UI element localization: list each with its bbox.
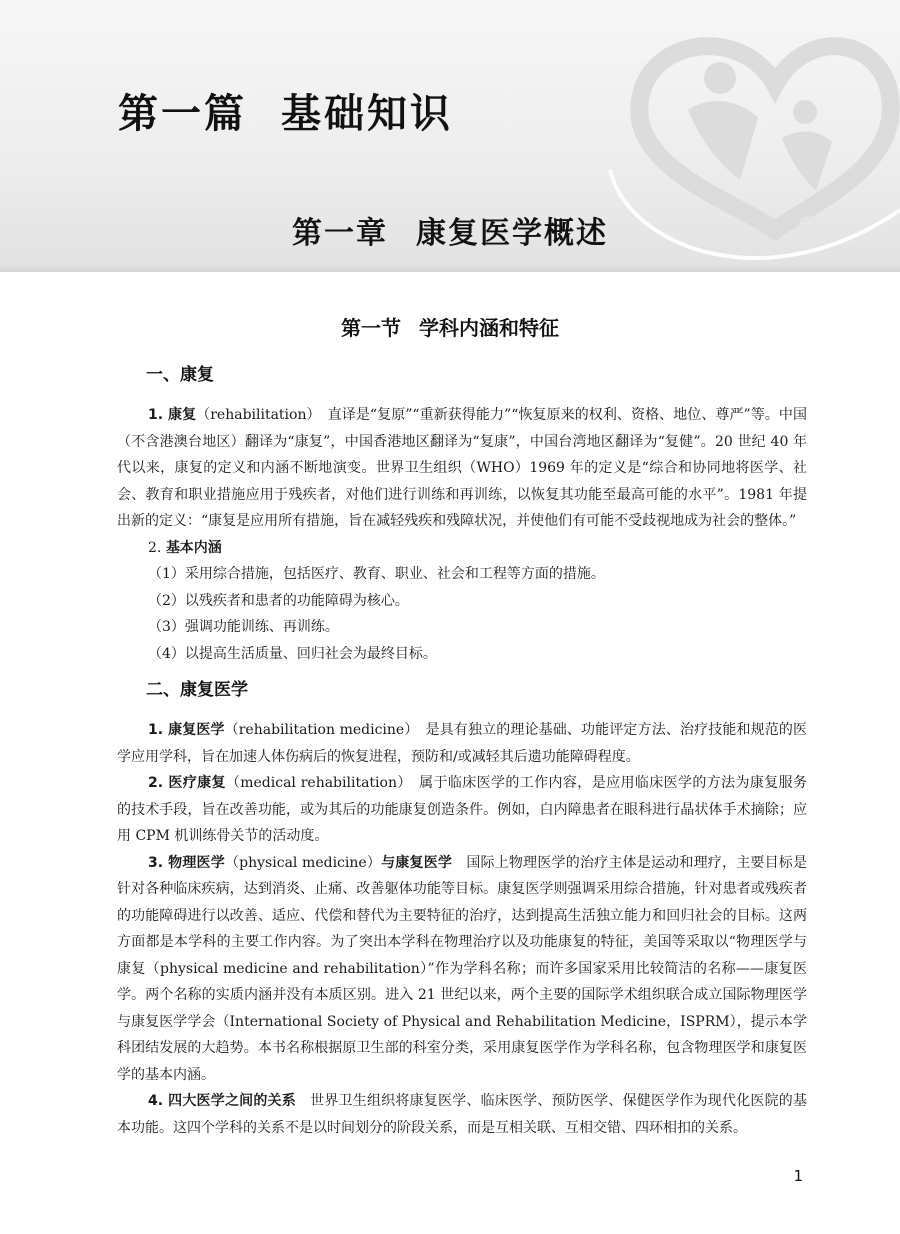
heading-rehabilitation-medicine: 二、康复医学 — [146, 680, 248, 700]
term-english: （rehabilitation） — [196, 407, 314, 423]
paragraph-physical-medicine — [117, 850, 807, 1089]
item-number: 2. — [148, 539, 162, 556]
term-lead: 1. 康复医学 — [148, 722, 225, 738]
term-lead: 3. 物理医学 — [148, 854, 225, 871]
paragraph-rehabilitation-medicine — [117, 717, 807, 770]
list-item: （1）采用综合措施，包括医疗、教育、职业、社会和工程等方面的措施。 — [148, 566, 605, 582]
section-title — [0, 312, 900, 341]
header-band-shadow — [0, 264, 900, 272]
term-english: （physical medicine） — [224, 854, 382, 871]
paragraph-text: 国际上物理医学的治疗主体是运动和理疗，主要目标是针对各种临床疾病，达到消炎、止痛、改善躯体功能等目标。康复医学则强调采用综合措施，针对患者或残疾者的功能障碍进行以改善、适应、代偿和替代为主要特征的治疗，达到提高生活独立能力和回归社会的目标。这两方面都是本学科的主要工作内容。为了突出本学科在物理治疗以及功能康复的特征，美国等采取以“物理医学与康复（physical medicine and rehabilitation）”作为学科名称；而许多国家采用比较简洁的名称——康复医学。两个名称的实质内涵并没有本质区别。进入 21 世纪以来，两个主要的国际学术组织联合成立国际物理医学与康复医学学会（International Society of Physical and Rehabilitation Medicine，ISPRM），提示本学科团结发展的大趋势。本书名称根据原卫生部的科室分类，采用康复医学作为学科名称，包含物理医学和康复医学的基本内涵。 — [117, 854, 808, 1083]
list-item: （4）以提高生活质量、回归社会为最终目标。 — [148, 645, 437, 662]
paragraph-rehabilitation-definition — [117, 402, 807, 535]
paragraph-text: 属于临床医学的工作内容，是应用临床医学的方法为康复服务的技术手段，旨在改善功能，或为其后的功能康复创造条件。例如，白内障患者在眼科进行晶状体手术摘除；应用 CPM 机训练骨关节的活动度。 — [117, 775, 808, 844]
section-name: 学科内涵和特征 — [419, 316, 559, 340]
list-item: （2）以残疾者和患者的功能障碍为核心。 — [148, 592, 409, 609]
paragraph-text: 世界卫生组织将康复医学、临床医学、预防医学、保健医学作为现代化医院的基本功能。这四个学科的关系不是以时间划分的阶段关系，而是互相关联、互相交错、四环相扣的关系。 — [117, 1093, 807, 1136]
part-name: 基础知识 — [281, 90, 453, 137]
term-lead: 1. 康复 — [148, 407, 197, 423]
paragraph-four-medicines — [117, 1088, 807, 1141]
section-label: 第一节 — [341, 316, 401, 340]
body-text — [117, 362, 807, 1141]
list-item: （3）强调功能训练、再训练。 — [148, 619, 339, 635]
paragraph-text: 是具有独立的理论基础、功能评定方法、治疗技能和规范的医学应用学科，旨在加速人体伤病后的恢复进程，预防和/或减轻其后遗功能障碍程度。 — [117, 722, 808, 765]
chapter-title — [0, 208, 900, 252]
heading-rehabilitation: 一、康复 — [146, 365, 214, 385]
term-english: （medical rehabilitation） — [225, 775, 405, 791]
paragraph-basic-connotation — [117, 535, 807, 562]
chapter-name: 康复医学概述 — [416, 216, 608, 251]
term-lead: 2. 医疗康复 — [148, 775, 226, 791]
term-lead: 4. 四大医学之间的关系 — [148, 1093, 296, 1109]
chapter-label: 第一章 — [292, 216, 388, 251]
paragraph-text: 直译是“复原”“重新获得能力”“恢复原来的权利、资格、地位、尊严”等。中国（不含港澳台地区）翻译为“康复”，中国香港地区翻译为“复康”，中国台湾地区翻译为“复健”。20 世纪 40 年代以来，康复的定义和内涵不断地演变。世界卫生组织（WHO）1969 年的定义是“综合和协同地将医学、社会、教育和职业措施应用于残疾者，对他们进行训练和再训练，以恢复其功能至最高可能的水平”。1981 年提出新的定义：“康复是应用所有措施，旨在减轻残疾和残障状况，并使他们有可能不受歧视地成为社会的整体。” — [117, 407, 807, 529]
term-lead: 基本内涵 — [165, 539, 222, 556]
paragraph-medical-rehabilitation — [117, 770, 807, 850]
part-title — [118, 82, 453, 139]
page-number: 1 — [793, 1167, 803, 1185]
part-label: 第一篇 — [118, 90, 247, 137]
term-lead-continued: 与康复医学 — [381, 854, 453, 871]
term-english: （rehabilitation medicine） — [224, 722, 412, 738]
